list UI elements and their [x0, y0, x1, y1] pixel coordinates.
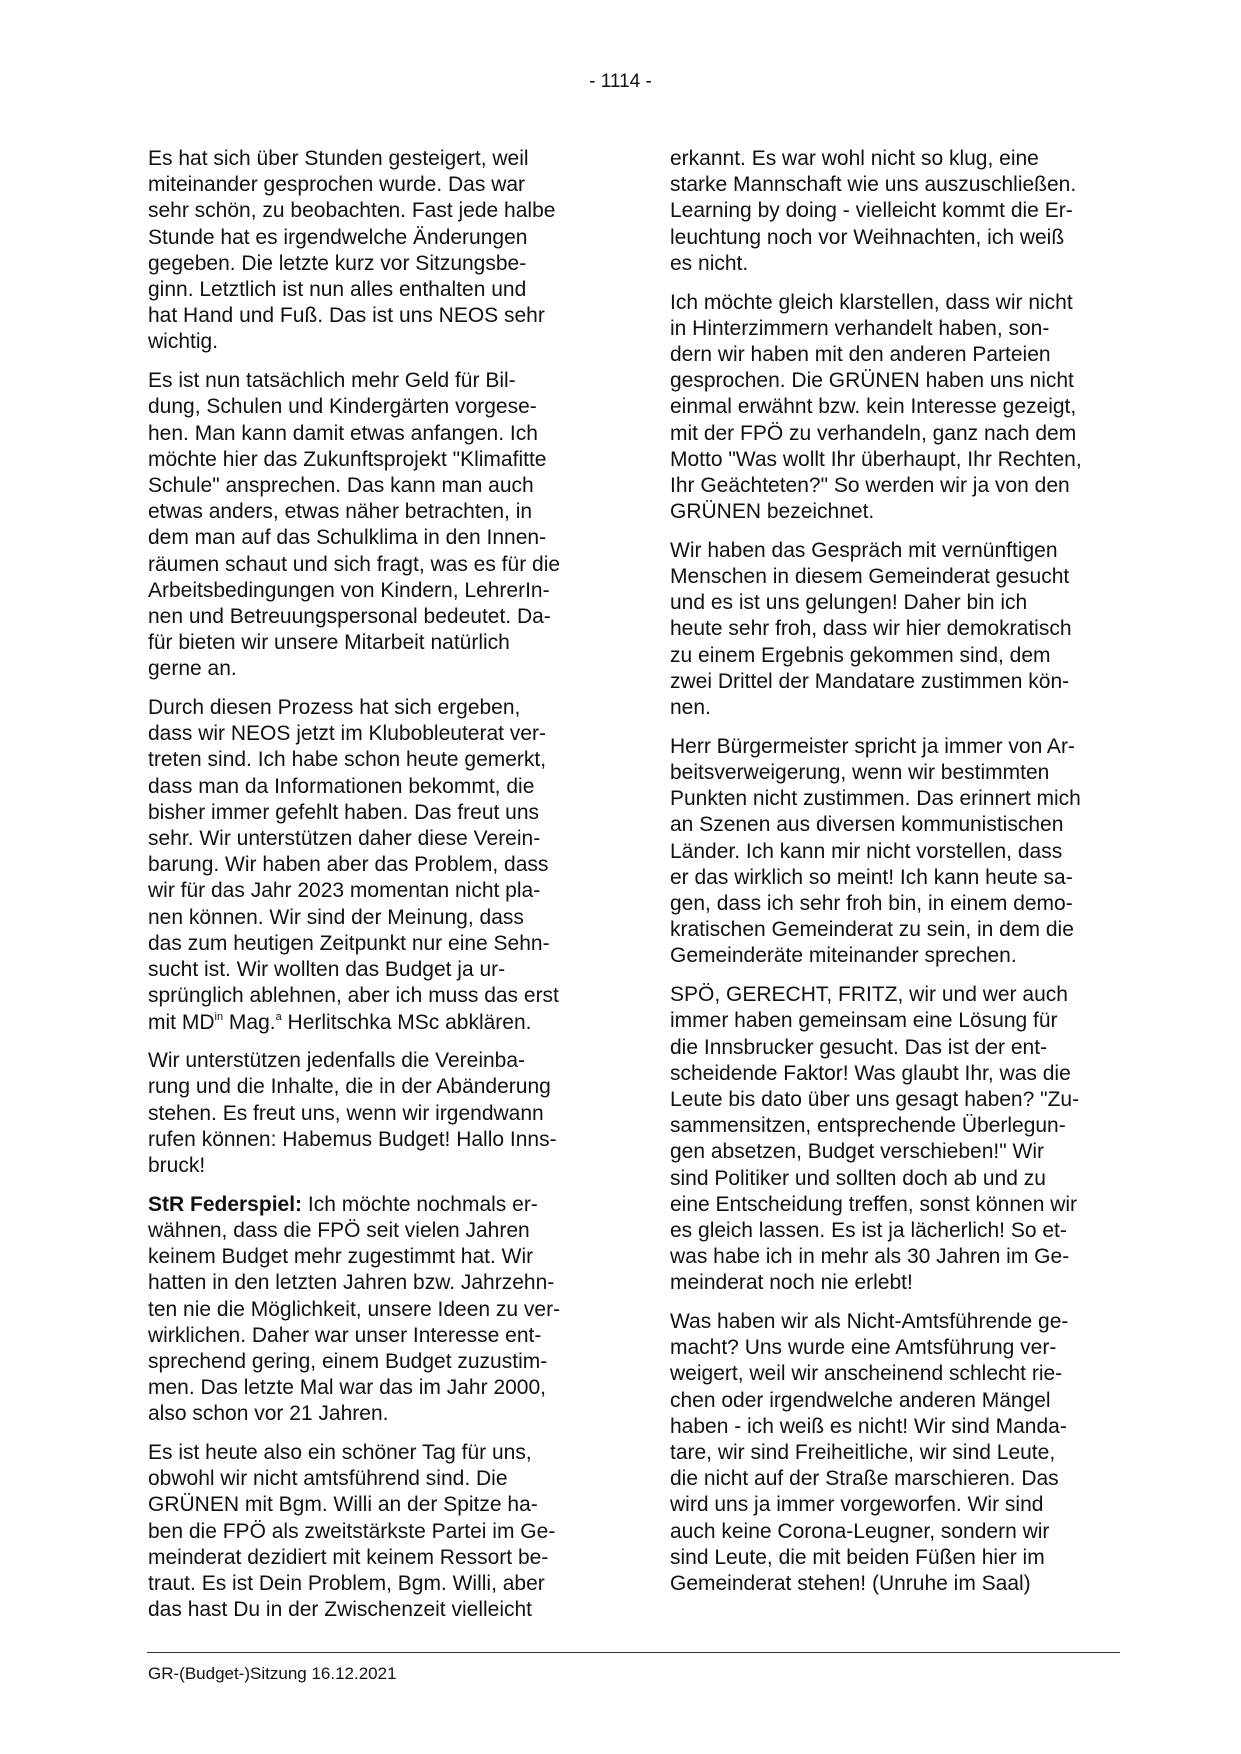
paragraph: Ich möchte gleich klarstellen, dass wir nicht in Hinterzimmern verhandelt haben, son- dern wir haben mit den anderen Parteien gesprochen. Die GRÜNEN haben uns nicht einmal erwähnt bzw. kein Interesse gezeigt, mit der FPÖ zu verhandeln, ganz nach dem Motto "Was wollt Ihr überhaupt, Ihr Rechten, Ihr Geächteten?" So werden wir ja von den GRÜNEN bezeichnet. [670, 290, 1082, 524]
paragraph: Es hat sich über Stunden gesteigert, weil miteinander gesprochen wurde. Das war sehr schön, zu beobachten. Fast jede halbe Stunde hat es irgendwelche Änderungen gegeben. Die letzte kurz vor Sitzungsbe- ginn. Letztlich ist nun alles enthalten und hat Hand und Fuß. Das ist uns NEOS sehr wichtig. [148, 147, 556, 354]
superscript-a: a [275, 1010, 282, 1023]
superscript-in: in [214, 1010, 224, 1023]
page-number: - 1114 - [589, 71, 652, 92]
paragraph: Wir unterstützen jedenfalls die Vereinba- rung und die Inhalte, die in der Abänderung stehen. Es freut uns, wenn wir irgendwann rufen können: Habemus Budget! Hallo Inns- bruck! [148, 1049, 557, 1178]
paragraph: SPÖ, GERECHT, FRITZ, wir und wer auch immer haben gemeinsam eine Lösung für die Innsbrucker gesucht. Das ist der ent- scheidende Faktor! Was glaubt Ihr, was die Leute bis dato über uns gesagt haben? "Zu- sammensitzen, entsprechende Überlegun- gen absetzen, Budget verschieben!" Wir sind Politiker und sollten doch ab und zu eine Entscheidung treffen, sonst können wir es gleich lassen. Es ist ja lächerlich! So et- was habe ich in mehr als 30 Jahren im Ge- meinderat noch nie erlebt! [670, 983, 1080, 1295]
paragraph: Wir haben das Gespräch mit vernünftigen Menschen in diesem Gemeinderat gesucht und es ist uns gelungen! Daher bin ich heute sehr froh, dass wir hier demokratisch zu einem Ergebnis gekommen sind, dem zwei Drittel der Mandatare zustimmen kön- nen. [670, 538, 1072, 720]
paragraph [148, 695, 598, 1036]
paragraph: Es ist nun tatsächlich mehr Geld für Bil- dung, Schulen und Kindergärten vorgese- hen. Man kann damit etwas anfangen. Ich möchte hier das Zukunftsprojekt "Klimafitte Schule" ansprechen. Das kann man auch etwas anders, etwas näher betrachten, in dem man auf das Schulklima in den Innen- räumen schaut und sich fragt, was es für die Arbeitsbedingungen von Kindern, LehrerIn- nen und Betreuungspersonal bedeutet. Da- für bieten wir unsere Mitarbeit natürlich gerne an. [148, 369, 561, 681]
paragraph: Was haben wir als Nicht-Amtsführende ge- macht? Uns wurde eine Amtsführung ver- weigert, weil wir anscheinend schlecht rie- chen oder irgendwelche anderen Mängel haben - ich weiß es nicht! Wir sind Manda- tare, wir sind Freiheitliche, wir sind Leute, die nicht auf der Straße marschieren. Das wird uns ja immer vorgeworfen. Wir sind auch keine Corona-Leugner, sondern wir sind Leute, die mit beiden Füßen hier im Gemeinderat stehen! (Unruhe im Saal) [670, 1310, 1069, 1596]
speaker-name: StR Federspiel: [148, 1192, 303, 1216]
paragraph-text: Mag. [223, 1010, 276, 1034]
footer-divider [147, 1652, 1120, 1653]
paragraph-text: Ich möchte nochmals er- wähnen, dass die FPÖ seit vielen Jahren keinem Budget mehr zugestimmt hat. Wir hatten in den letzten Jahren bzw. Jahrzehn- ten nie die Möglichkeit, unsere Ideen zu ver- wirklichen. Daher war unser Interesse ent- sprechend gering, einem Budget zuzustim- men. Das letzte Mal war das im Jahr 2000, also schon vor 21 Jahren. [148, 1192, 561, 1426]
right-column [670, 146, 1120, 1610]
speech-paragraph [148, 1192, 598, 1428]
paragraph-text: Herlitschka MSc abklären. [281, 1010, 532, 1034]
left-column [148, 146, 598, 1636]
paragraph: Es ist heute also ein schöner Tag für uns, obwohl wir nicht amtsführend sind. Die GRÜNEN mit Bgm. Willi an der Spitze ha- ben die FPÖ als zweitstärkste Partei im Ge- meinderat dezidiert mit keinem Ressort be- traut. Es ist Dein Problem, Bgm. Willi, aber das hast Du in der Zwischenzeit vielleicht [148, 1441, 556, 1622]
paragraph-text: Durch diesen Prozess hat sich ergeben, dass wir NEOS jetzt im Klubobleuterat ver- treten sind. Ich habe schon heute gemerkt, dass man da Informationen bekommt, die bisher immer gefehlt haben. Das freut uns sehr. Wir unterstützen daher diese Verein- barung. Wir haben aber das Problem, dass wir für das Jahr 2023 momentan nicht pla- nen können. Wir sind der Meinung, dass das zum heutigen Zeitpunkt nur eine Sehn- sucht ist. Wir wollten das Budget ja ur- sprünglich ablehnen, aber ich muss das erst mit MD [148, 696, 559, 1034]
footer-session-date: GR-(Budget-)Sitzung 16.12.2021 [148, 1664, 397, 1683]
paragraph: Herr Bürgermeister spricht ja immer von Ar- beitsverweigerung, wenn wir bestimmten Punkten nicht zustimmen. Das erinnert mich an Szenen aus diversen kommunistischen Länder. Ich kann mir nicht vorstellen, dass er das wirklich so meint! Ich kann heute sa- gen, dass ich sehr froh bin, in einem demo- kratischen Gemeinderat zu sein, in dem die Gemeinderäte miteinander sprechen. [670, 734, 1081, 968]
paragraph: erkannt. Es war wohl nicht so klug, eine starke Mannschaft wie uns auszuschließen. Learning by doing - vielleicht kommt die Er- leuchtung noch vor Weihnachten, ich weiß es nicht. [670, 147, 1077, 275]
